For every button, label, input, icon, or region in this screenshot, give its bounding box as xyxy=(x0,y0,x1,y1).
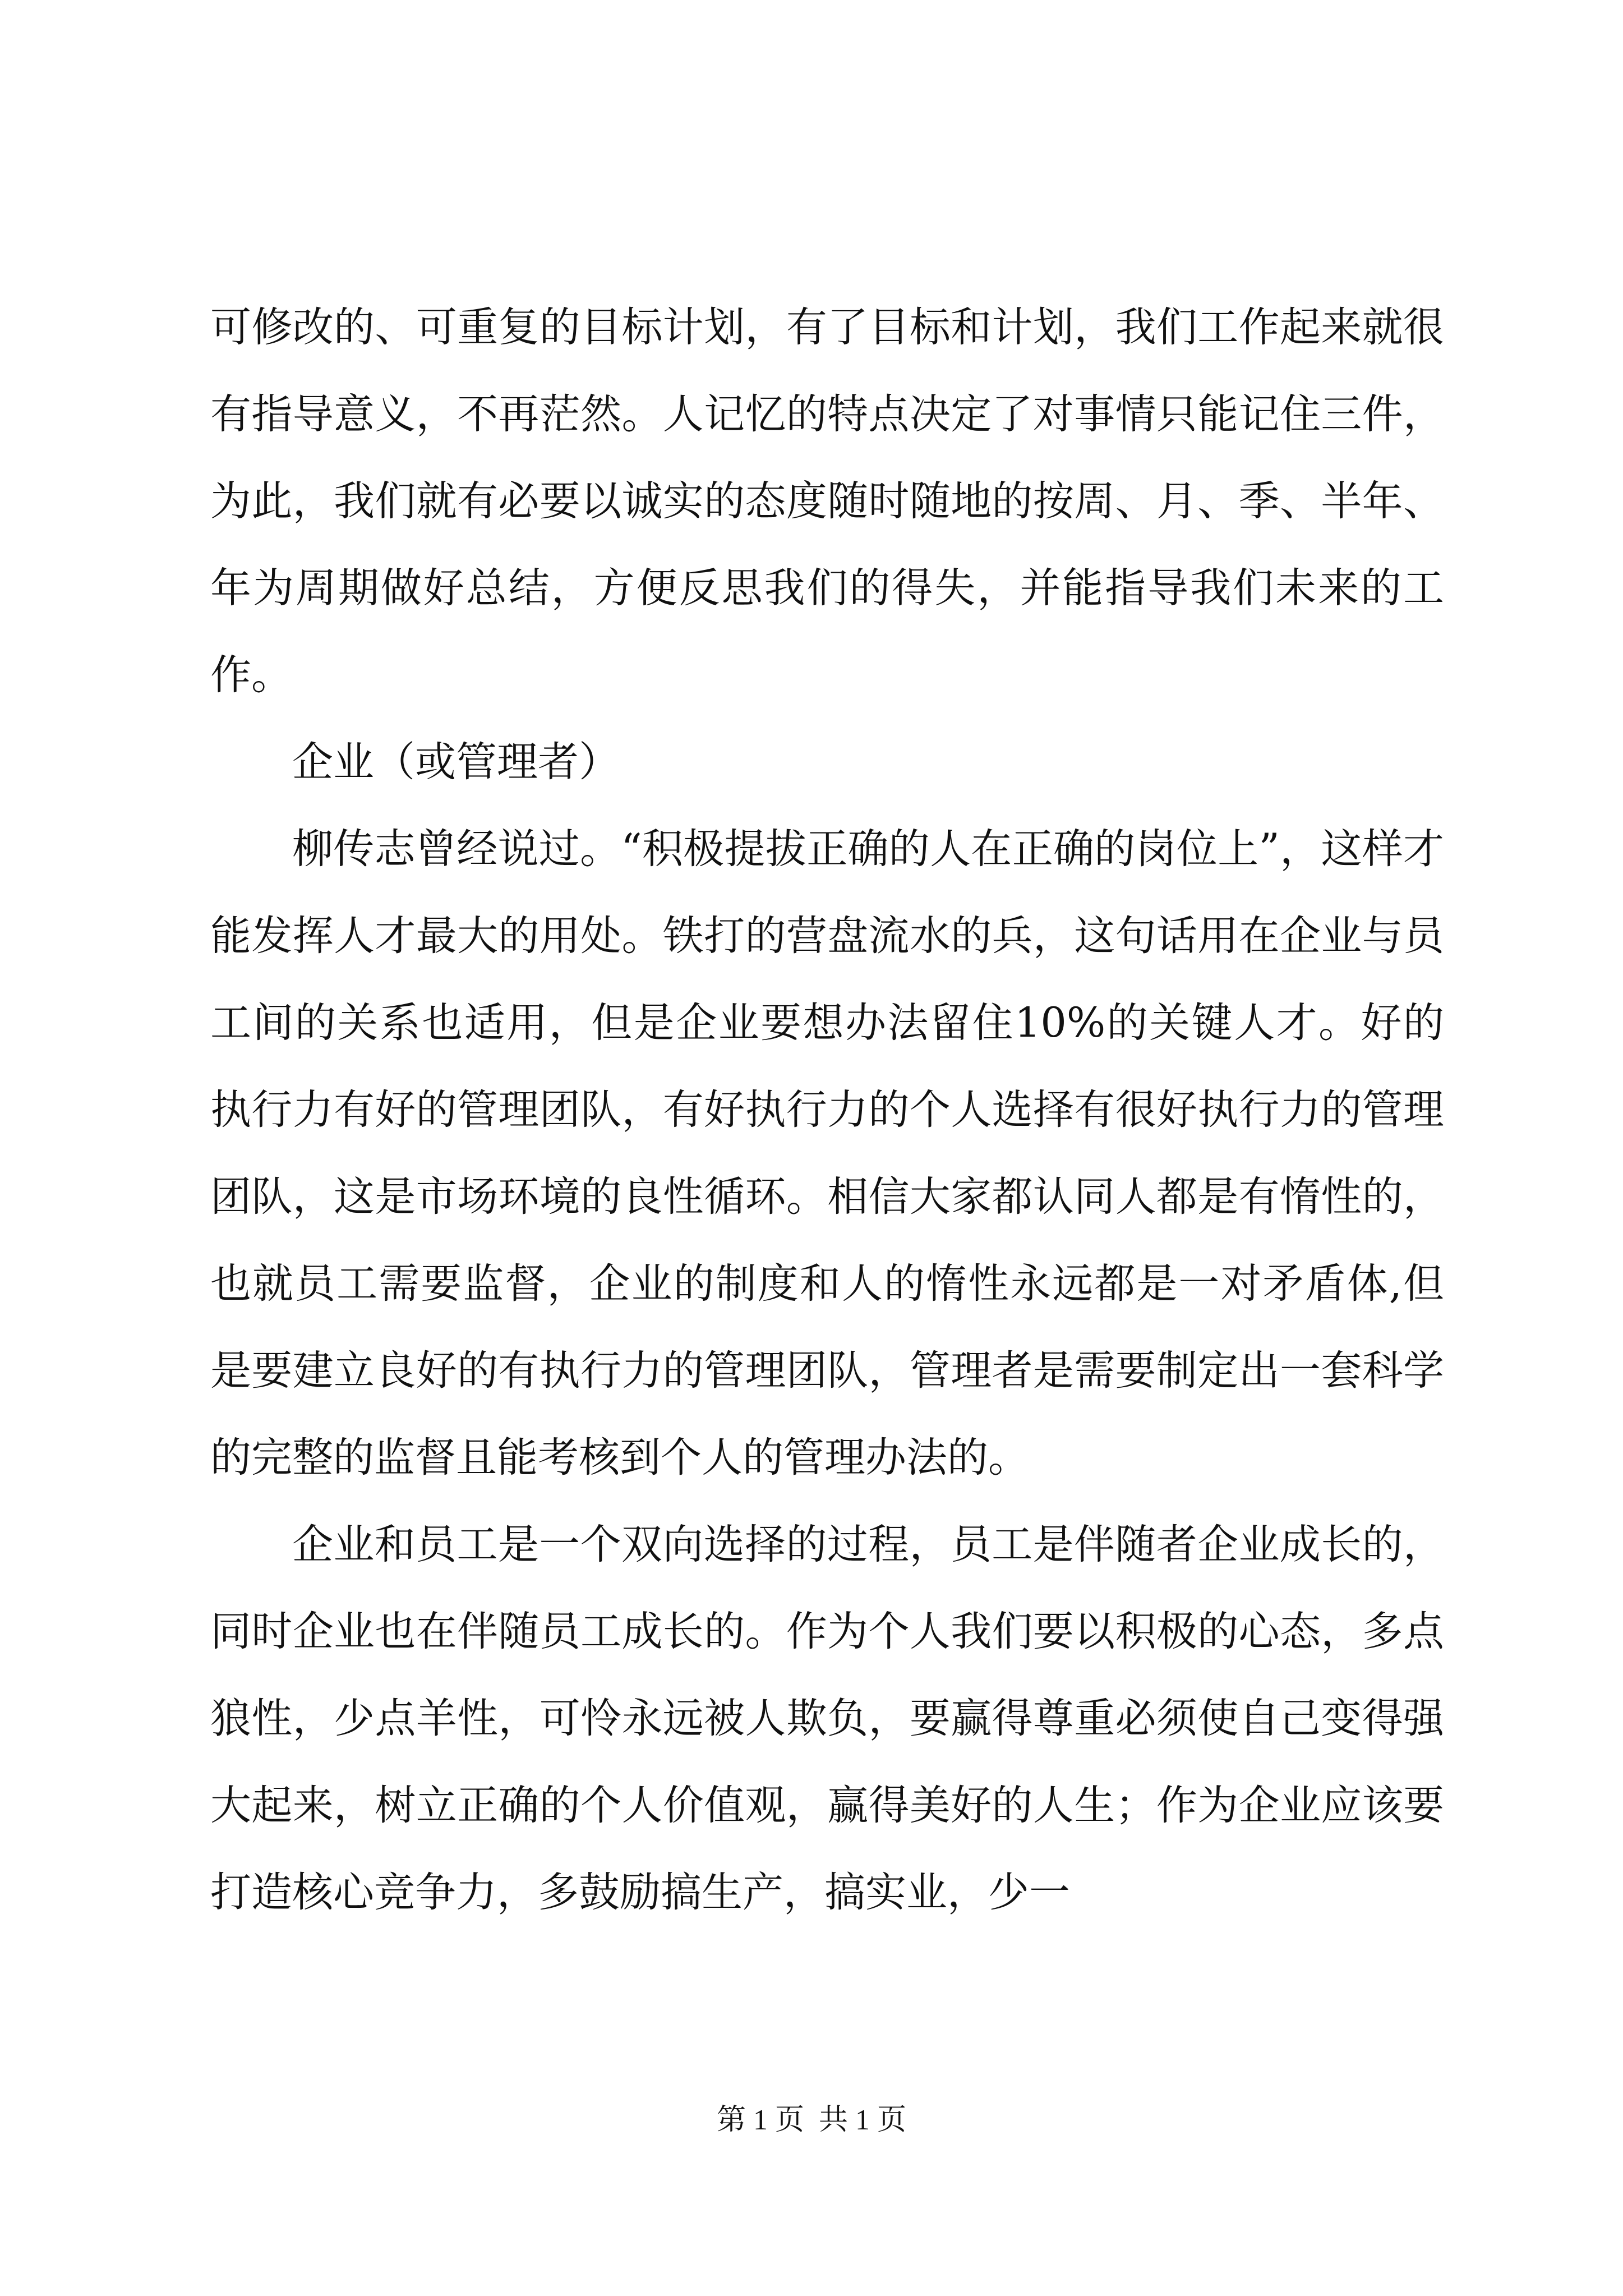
paragraph: 企业和员工是一个双向选择的过程，员工是伴随者企业成长的，同时企业也在伴随员工成长的。作为个人我们要以积极的心态，多点狼性，少点羊性，可怜永远被人欺负，要赢得尊重必须使自己变得强大起来，树立正确的个人价值观，赢得美好的人生；作为企业应该要打造核心竞争力，多鼓励搞生产，搞实业，少一 xyxy=(210,1521,1444,1916)
section-heading: 企业（或管理者） xyxy=(292,738,620,786)
page-footer xyxy=(0,2101,1623,2140)
document-body xyxy=(210,284,1444,1936)
paragraph: 柳传志曾经说过。“积极提拔正确的人在正确的岗位上”，这样才能发挥人才最大的用处。铁打的营盘流水的兵，这句话用在企业与员工间的关系也适用，但是企业要想办法留住10%的关键人才。好的执行力有好的管理团队，有好执行力的个人选择有很好执行力的管理团队，这是市场环境的良性循环。相信大家都认同人都是有惰性的，也就员工需要监督，企业的制度和人的惰性永远都是一对矛盾体,但是要建立良好的有执行力的管理团队，管理者是需要制定出一套科学的完整的监督且能考核到个人的管理办法的。 xyxy=(210,825,1444,1481)
page-number-label: 第 1 页 共 1 页 xyxy=(716,2104,906,2136)
paragraph-continuation: 可修改的、可重复的目标计划，有了目标和计划，我们工作起来就很有指导意义，不再茫然。人记忆的特点决定了对事情只能记住三件，为此，我们就有必要以诚实的态度随时随地的按周、月、季、半年、年为周期做好总结，方便反思我们的得失，并能指导我们未来的工作。 xyxy=(210,303,1444,699)
